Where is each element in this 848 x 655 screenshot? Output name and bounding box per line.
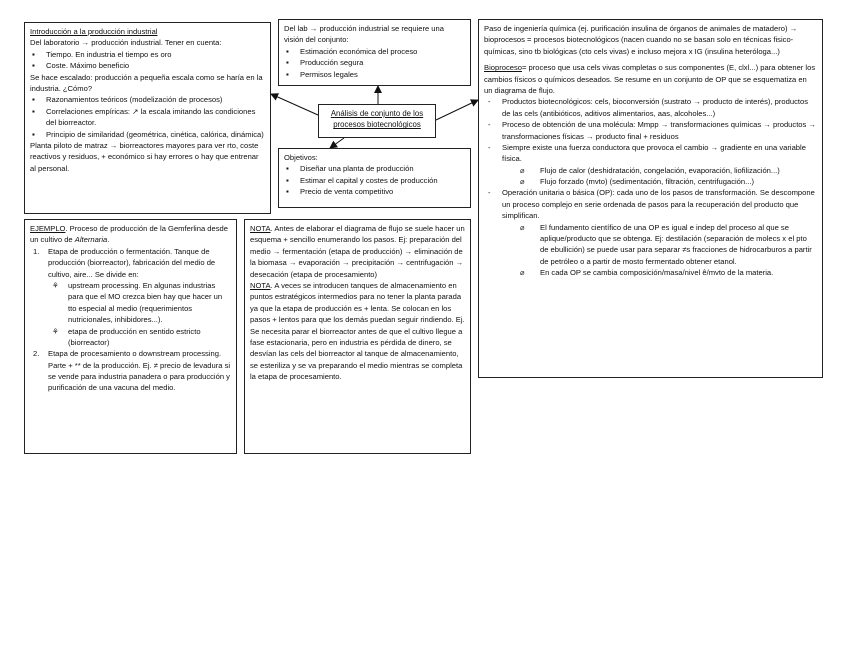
example-label: EJEMPLO <box>30 224 66 233</box>
box-objectives <box>278 148 471 208</box>
step-number: 1. <box>33 246 40 256</box>
note-2-text: . A veces se introducen tanques de almacenamiento en puntos estratégicos intermedios para no tener la planta parada ya que la etapa de producción es + lenta. Se colocan en los pasos + lentos para que los demás puedan seguir rindiendo. Ej. Se necesita parar el biorreactor antes de que el cultivo llegue a fase estacionaria, pero en industria es pérdida de dinero, se desvían las cels del biorreactor al tanque de almacenamiento, se esteriliza y se va preparando el medio mientras se completa la etapa de procesamiento. <box>250 280 465 382</box>
list-item: ▪ Principio de similaridad (geométrica, cinética, calórica, dinámica) <box>30 129 265 140</box>
op-item-text: En cada OP se cambia composición/masa/nivel ê/mvto de la materia. <box>540 268 774 278</box>
example-intro <box>30 223 231 246</box>
list-item <box>484 187 817 278</box>
arrow-to-intro <box>271 94 318 115</box>
flower-bullet-icon: ⚘ <box>52 280 59 290</box>
arrow-to-objectives <box>330 138 344 148</box>
lab-lead: Del lab → producción industrial se requiere una visión del conjunto: <box>284 24 444 45</box>
flower-bullet-icon: ⚘ <box>52 326 59 336</box>
step-2-text: Etapa de procesamiento o downstream processing. Parte + ** de la producción. Ej. ≠ precio de levadura si se vende para industria panadera o para producción y purificación de una vacuna del medio. <box>48 349 231 393</box>
list-item: ▪ Coste. Máximo beneficio <box>30 60 265 71</box>
box-lab-overview <box>278 19 471 86</box>
bioprocess-intro: Paso de ingeniería química (ej. purificación insulina de órganos de animales de matadero) → bioprocesos = procesos biotecnológicos (nacen cuando no se basan solo en técnicas fisico-químicas, sino tb biológicas (cto cels vivas) e incluso mejora x IG (insulina heteróloga...) <box>484 24 798 56</box>
central-topic <box>318 104 436 138</box>
list-item <box>520 176 817 187</box>
box-example <box>24 219 237 454</box>
list-item <box>30 348 231 394</box>
list-item <box>48 280 231 326</box>
list-item: ▪ Precio de venta competitivo <box>284 186 465 197</box>
list-item <box>48 326 231 349</box>
box-bioprocess <box>478 19 823 378</box>
objectives-title: Objetivos: <box>284 153 318 162</box>
force-item-text: Flujo forzado (mvto) (sedimentación, filtración, centrifugación...) <box>540 177 754 187</box>
box-intro-industrial <box>24 22 271 214</box>
lab-list <box>284 46 465 80</box>
list-item <box>520 222 817 268</box>
bioprocess-definition <box>484 62 817 96</box>
op-text: Operación unitaria o básica (OP): cada uno de los pasos de transformación. Se descompone un proceso complejo en serie ordenada de pasos para la recuperación del producto que simplifican. <box>502 188 815 221</box>
empty-set-icon: ⌀ <box>520 222 525 232</box>
intro-title: Introducción a la producción industrial <box>30 27 158 36</box>
example-dot: . <box>107 235 110 245</box>
list-item <box>484 142 817 188</box>
list-item: ▪ Estimación económica del proceso <box>284 46 465 57</box>
central-topic-line-1: Análisis de conjunto de los <box>330 109 424 118</box>
op-item-text: El fundamento científico de una OP es igual e indep del proceso al que se aplique/producto que se obtenga. Ej: destilación (separación de molecs x el pto de ebullición) se puede usar para separar ≠s fracciones de hidrocarburos a partir de petróleo o a partir de mosto fermentado obtener etanol. <box>540 222 812 266</box>
arrow-to-right <box>436 100 478 120</box>
bioprocess-list <box>484 96 817 278</box>
bioprocess-def-text: = proceso que usa cels vivas completas o sus componentes (E, clxl...) para obtener los cambios físicos o químicos deseados. Se resume en un conjunto de OP que se esquematiza en un diagrama de flujo. <box>484 63 816 95</box>
note-1-label: NOTA <box>250 224 271 233</box>
note-1-text: . Antes de elaborar el diagrama de flujo se suele hacer un esquema + sencillo enumerando los pasos. Ej: preparación del medio → fermentación (etapa de producción) → eliminación de la biomasa → evaporación → precipitación → centrifugación → desecación (etapa de procesamiento) <box>250 224 465 279</box>
list-item: ▪ Diseñar una planta de producción <box>284 163 465 174</box>
list-item: - Proceso de obtención de una molécula: Mmpp → transformaciones químicas → productos → transformaciones físicas → producto final + residuos <box>484 119 817 142</box>
step-number: 2. <box>33 349 40 359</box>
sub-item-text: upstream processing. En algunas industrias para que el MO crezca bien hay que hacer un tto especial al medio (requerimientos nutricionales, inhibidores...). <box>68 280 223 325</box>
list-item <box>30 246 231 349</box>
sub-item-text: etapa de producción en sentido estricto (biorreactor) <box>68 326 201 347</box>
bioprocess-label: Bioproceso <box>484 63 522 73</box>
list-item: ▪ Permisos legales <box>284 69 465 80</box>
note-2 <box>250 280 465 383</box>
list-item: ▪ Razonamientos teóricos (modelización de procesos) <box>30 94 265 105</box>
list-item: ▪ Estimar el capital y costes de producción <box>284 175 465 186</box>
list-item: ▪ Tiempo. En industria el tiempo es oro <box>30 49 265 60</box>
note-1 <box>250 223 465 280</box>
empty-set-icon: ⌀ <box>520 177 525 187</box>
empty-set-icon: ⌀ <box>520 165 525 175</box>
objectives-list <box>284 163 465 197</box>
example-text: . Proceso de producción de la Gemferlina desde un cultivo de <box>30 224 228 245</box>
intro-pilot: Planta piloto de matraz → biorreactores mayores para ver rto, coste reactivos y residuos, + económico si hay errores o hay que entrenar al personal. <box>30 140 259 173</box>
intro-lead: Del laboratorio → producción industrial. Tener en cuenta: <box>30 38 222 48</box>
box-notes <box>244 219 471 454</box>
list-item <box>520 165 817 176</box>
intro-list-2 <box>30 94 265 140</box>
list-item <box>520 267 817 278</box>
step-1-sublist <box>48 280 231 348</box>
force-text: Siempre existe una fuerza conductora que provoca el cambio → gradiente en una variable física. <box>502 142 806 164</box>
example-steps <box>30 246 231 394</box>
list-item: ▪ Correlaciones empíricas: ↗ la escala imitando las condiciones del biorreactor. <box>30 106 265 129</box>
intro-scale: Se hace escalado: producción a pequeña escala como se haría en la industria. ¿Cómo? <box>30 72 263 93</box>
note-2-label: NOTA <box>250 280 271 290</box>
op-sublist <box>520 222 817 279</box>
central-topic-line-2: procesos biotecnológicos <box>333 120 421 130</box>
example-species: Alternaria <box>74 235 108 245</box>
list-item: ▪ Producción segura <box>284 57 465 68</box>
force-item-text: Flujo de calor (deshidratación, congelación, evaporación, liofilización...) <box>540 165 780 175</box>
intro-list-1 <box>30 49 265 72</box>
list-item: - Productos biotecnológicos: cels, bioconversión (sustrato → producto de interés), productos de las cels (antibióticos, aditivos alimentarios, aas, alcoholes...) <box>484 96 817 119</box>
step-1-text: Etapa de producción o fermentación. Tanque de producción (biorreactor), fabricación del medio de cultivo, aire... Se divide en: <box>48 246 216 279</box>
force-sublist <box>520 165 817 188</box>
empty-set-icon: ⌀ <box>520 268 525 278</box>
